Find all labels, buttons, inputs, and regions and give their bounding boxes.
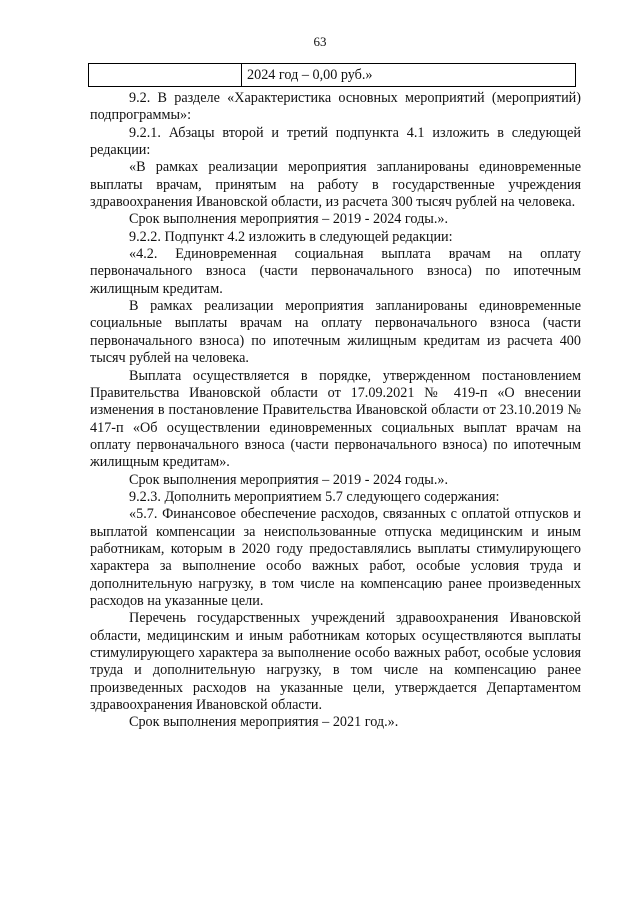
table-cell-left	[89, 64, 242, 86]
paragraph-9-2-2: 9.2.2. Подпункт 4.2 изложить в следующей редакции:	[129, 228, 453, 245]
paragraph-deadline: Срок выполнения мероприятия – 2021 год.».	[129, 714, 399, 731]
table-row	[88, 63, 576, 87]
document-body	[90, 90, 581, 732]
paragraph-9-2-1: 9.2.1. Абзацы второй и третий подпункта 4.1 изложить в следующей редакции:	[90, 124, 581, 159]
paragraph-quote-5-7: «5.7. Финансовое обеспечение расходов, связанных с оплатой отпусков и выплатой компенсации за неиспользованные отпуска медицинским и иным работникам, которым в 2020 году предоставлялись выплаты стимулирующего характера за выполнение особо важных работ, особые условия труда и дополнительную нагрузку, в том числе на компенсацию ранее произведенных расходов на указанные цели.	[90, 506, 581, 609]
paragraph-quote-4-2: «4.2. Единовременная социальная выплата врачам на оплату первоначального взноса (части первоначального взноса) по ипотечным жилищным кредитам.	[90, 246, 581, 297]
table-cell-right: 2024 год – 0,00 руб.»	[247, 67, 373, 83]
paragraph-deadline: Срок выполнения мероприятия – 2019 - 2024 годы.».	[129, 471, 449, 488]
paragraph-institutions-list: Перечень государственных учреждений здравоохранения Ивановской области, медицинским и иным работникам которых осуществляются выплаты стимулирующего характера за выполнение особо важных работ, особые условия труда и дополнительную нагрузку, в том числе на компенсацию ранее произведенных расходов на указанные цели, утверждается Департаментом здравоохранения Ивановской области.	[90, 610, 581, 714]
paragraph-quote-4-1: «В рамках реализации мероприятия запланированы единовременные выплаты врачам, принятым на работу в государственные учреждения здравоохранения Ивановской области, из расчета 300 тысяч рублей на человека.	[90, 159, 581, 211]
paragraph-mortgage-payments: В рамках реализации мероприятия запланированы единовременные социальные выплаты врачам на оплату первоначального взноса (части первоначального взноса) по ипотечным жилищным кредитам из расчета 400 тысяч рублей на человека.	[90, 298, 581, 367]
paragraph-procedure: Выплата осуществляется в порядке, утвержденном постановлением Правительства Ивановской области от 17.09.2021 № 419-п «О внесении изменения в постановление Правительства Ивановской области от 23.10.2019 № 417-п «Об осуществлении единовременных социальных выплат врачам на оплату первоначального взноса (части первоначального взноса) по ипотечным жилищным кредитам».	[90, 367, 581, 471]
page-number: 63	[313, 34, 327, 49]
paragraph-section-9-2: 9.2. В разделе «Характеристика основных мероприятий (мероприятий) подпрограммы»:	[90, 90, 581, 124]
paragraph-9-2-3: 9.2.3. Дополнить мероприятием 5.7 следующего содержания:	[129, 488, 500, 505]
paragraph-deadline: Срок выполнения мероприятия – 2019 - 2024 годы.».	[129, 211, 449, 228]
